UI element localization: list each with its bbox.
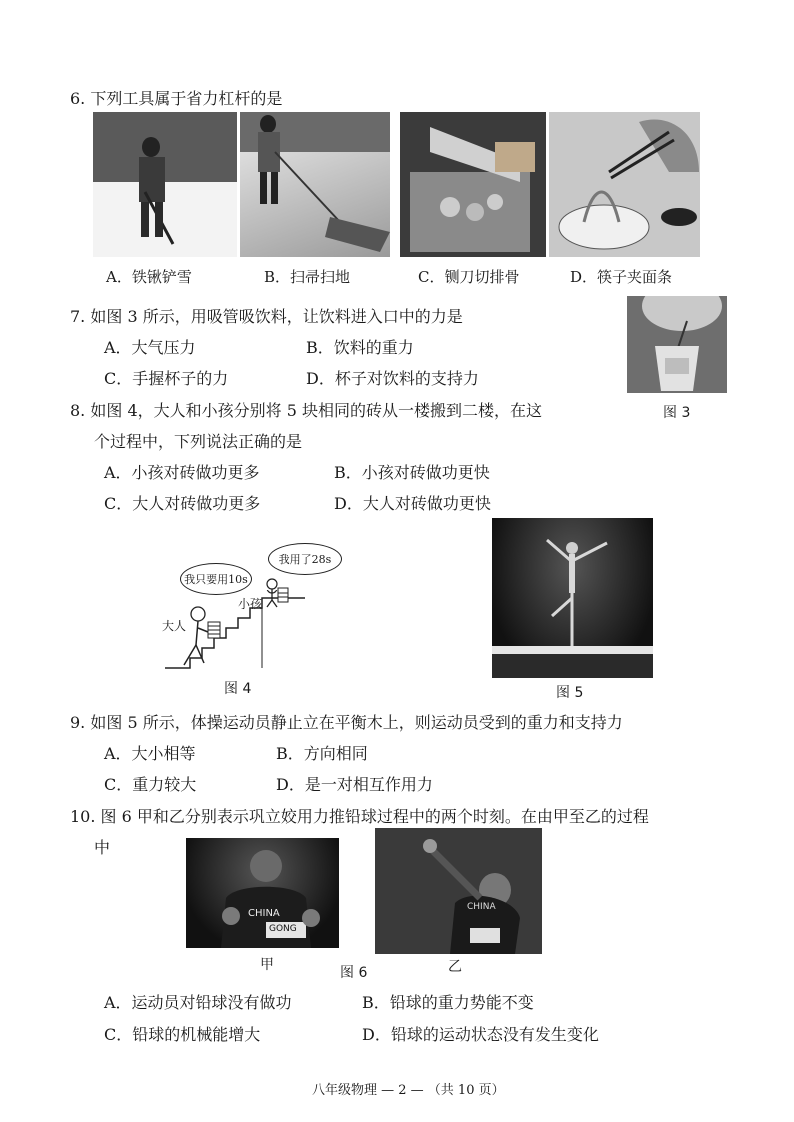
q7-option-d: D．杯子对饮料的支持力 [306,369,479,388]
q6-photo-chopsticks [549,112,700,257]
fig4-child-label: 小孩 [238,597,263,611]
fig6-left-label: 甲 [260,957,274,973]
fig4-adult-label: 大人 [162,619,187,633]
q6-option-c: C．铡刀切排骨 [418,268,520,286]
q10-option-b: B．铅球的重力势能不变 [362,993,534,1012]
fig6-left-jersey: CHINA [248,908,280,919]
q6-photo-cleaver [400,112,546,257]
q8-option-d: D．大人对砖做功更快 [334,494,491,513]
fig4-adult-speech: 我只要用10s [184,573,248,586]
fig4-child-speech: 我用了28s [278,553,332,566]
q8-stem-line2: 个过程中，下列说法正确的是 [94,432,303,451]
q9-option-d: D．是一对相互作用力 [276,775,433,794]
fig6-right-jersey: CHINA [467,902,496,912]
q6-option-b: B．扫帚扫地 [264,268,351,286]
fig4-child-figure [258,578,308,608]
q10-option-c: C．铅球的机械能增大 [104,1025,261,1044]
q10-stem-line1: 10. 图 6 甲和乙分别表示巩立姣用力推铅球过程中的两个时刻。在由甲至乙的过程 [70,807,649,826]
fig3-photo-straw-drink [627,296,727,393]
q6-option-d: D．筷子夹面条 [570,268,673,286]
q9-option-a: A．大小相等 [104,744,196,763]
q10-option-d: D．铅球的运动状态没有发生变化 [362,1025,599,1044]
q7-option-b: B．饮料的重力 [306,338,414,357]
q7-option-c: C．手握杯子的力 [104,369,229,388]
fig6-photo-right [375,828,542,954]
q9-option-b: B．方向相同 [276,744,368,763]
q7-stem: 7. 如图 3 所示，用吸管吸饮料，让饮料进入口中的力是 [70,307,463,326]
q8-option-b: B．小孩对砖做功更快 [334,463,490,482]
q7-option-a: A．大气压力 [104,338,196,357]
fig6-right-label: 乙 [448,959,462,975]
fig4-label: 图 4 [224,681,252,697]
q8-stem-line1: 8. 如图 4，大人和小孩分别将 5 块相同的砖从一楼搬到二楼，在这 [70,401,542,420]
q6-stem: 6. 下列工具属于省力杠杆的是 [70,89,283,108]
q6-photo-broom [240,112,390,257]
fig4-child-speech-bubble [268,543,342,575]
fig3-label: 图 3 [663,405,691,421]
q9-option-c: C．重力较大 [104,775,197,794]
fig4-adult-speech-bubble [180,563,252,595]
fig5-photo-gymnast [492,518,653,678]
q6-photo-shovel [93,112,237,257]
q10-option-a: A．运动员对铅球没有做功 [104,993,292,1012]
q6-option-a: A．铁锹铲雪 [106,268,192,286]
page-footer: 八年级物理 — 2 — （共 10 页） [312,1083,505,1098]
fig6-label: 图 6 [340,965,368,981]
fig6-left-bib: GONG [269,924,297,934]
fig5-label: 图 5 [556,685,584,701]
q8-option-c: C．大人对砖做功更多 [104,494,261,513]
fig6-photo-left [186,838,339,948]
q8-option-a: A．小孩对砖做功更多 [104,463,260,482]
q9-stem: 9. 如图 5 所示，体操运动员静止立在平衡木上，则运动员受到的重力和支持力 [70,713,623,732]
q10-stem-line2: 中 [94,838,111,857]
